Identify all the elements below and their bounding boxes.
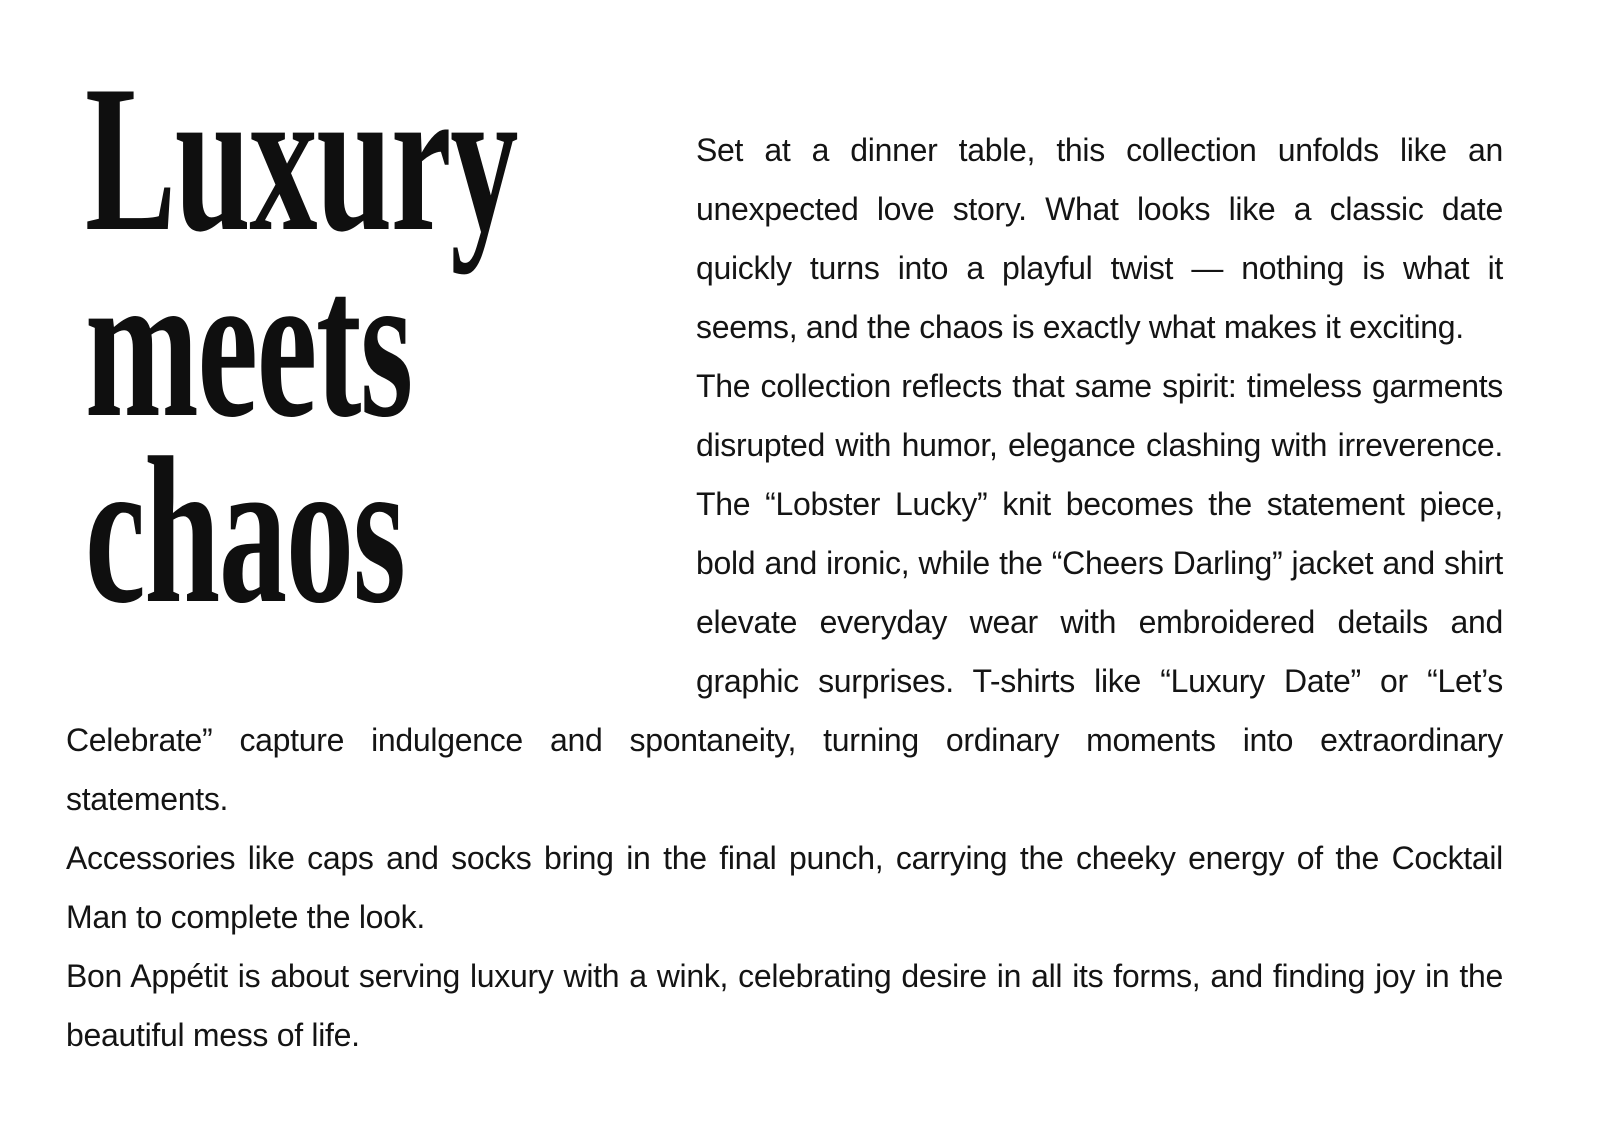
body-paragraph-collection: The collection reflects that same spirit: timeless garments disrupted with humor, elegance clashing with irreverence. The “Lobster Lucky” knit becomes the statement piece, bold and ironic, while the “Cheers Darling” jacket and shirt elevate everyday wear with embroidered details and graphic surprises. T-shirts like “Luxury Date” or “Let’s Celebrate” capture indulgence and spontaneity, turning ordinary moments into extraordinary statements. <box>66 368 1503 817</box>
body-paragraph-intro: Set at a dinner table, this collection unfolds like an unexpected love story. What looks like a classic date quickly turns into a playful twist — nothing is what it seems, and the chaos is exactly what makes it exciting. <box>696 132 1503 345</box>
body-paragraph-accessories: Accessories like caps and socks bring in the final punch, carrying the cheeky energy of the Cocktail Man to complete the look. <box>66 840 1503 935</box>
page-title <box>85 43 518 647</box>
page-title-line-1: Luxury <box>85 43 518 275</box>
body-paragraph-closing: Bon Appétit is about serving luxury with a wink, celebrating desire in all its forms, and finding joy in the beautiful mess of life. <box>66 958 1503 1053</box>
headline-block <box>66 43 696 666</box>
page-title-line-3: chaos <box>85 415 405 647</box>
page-title-line-2: meets <box>85 229 412 461</box>
